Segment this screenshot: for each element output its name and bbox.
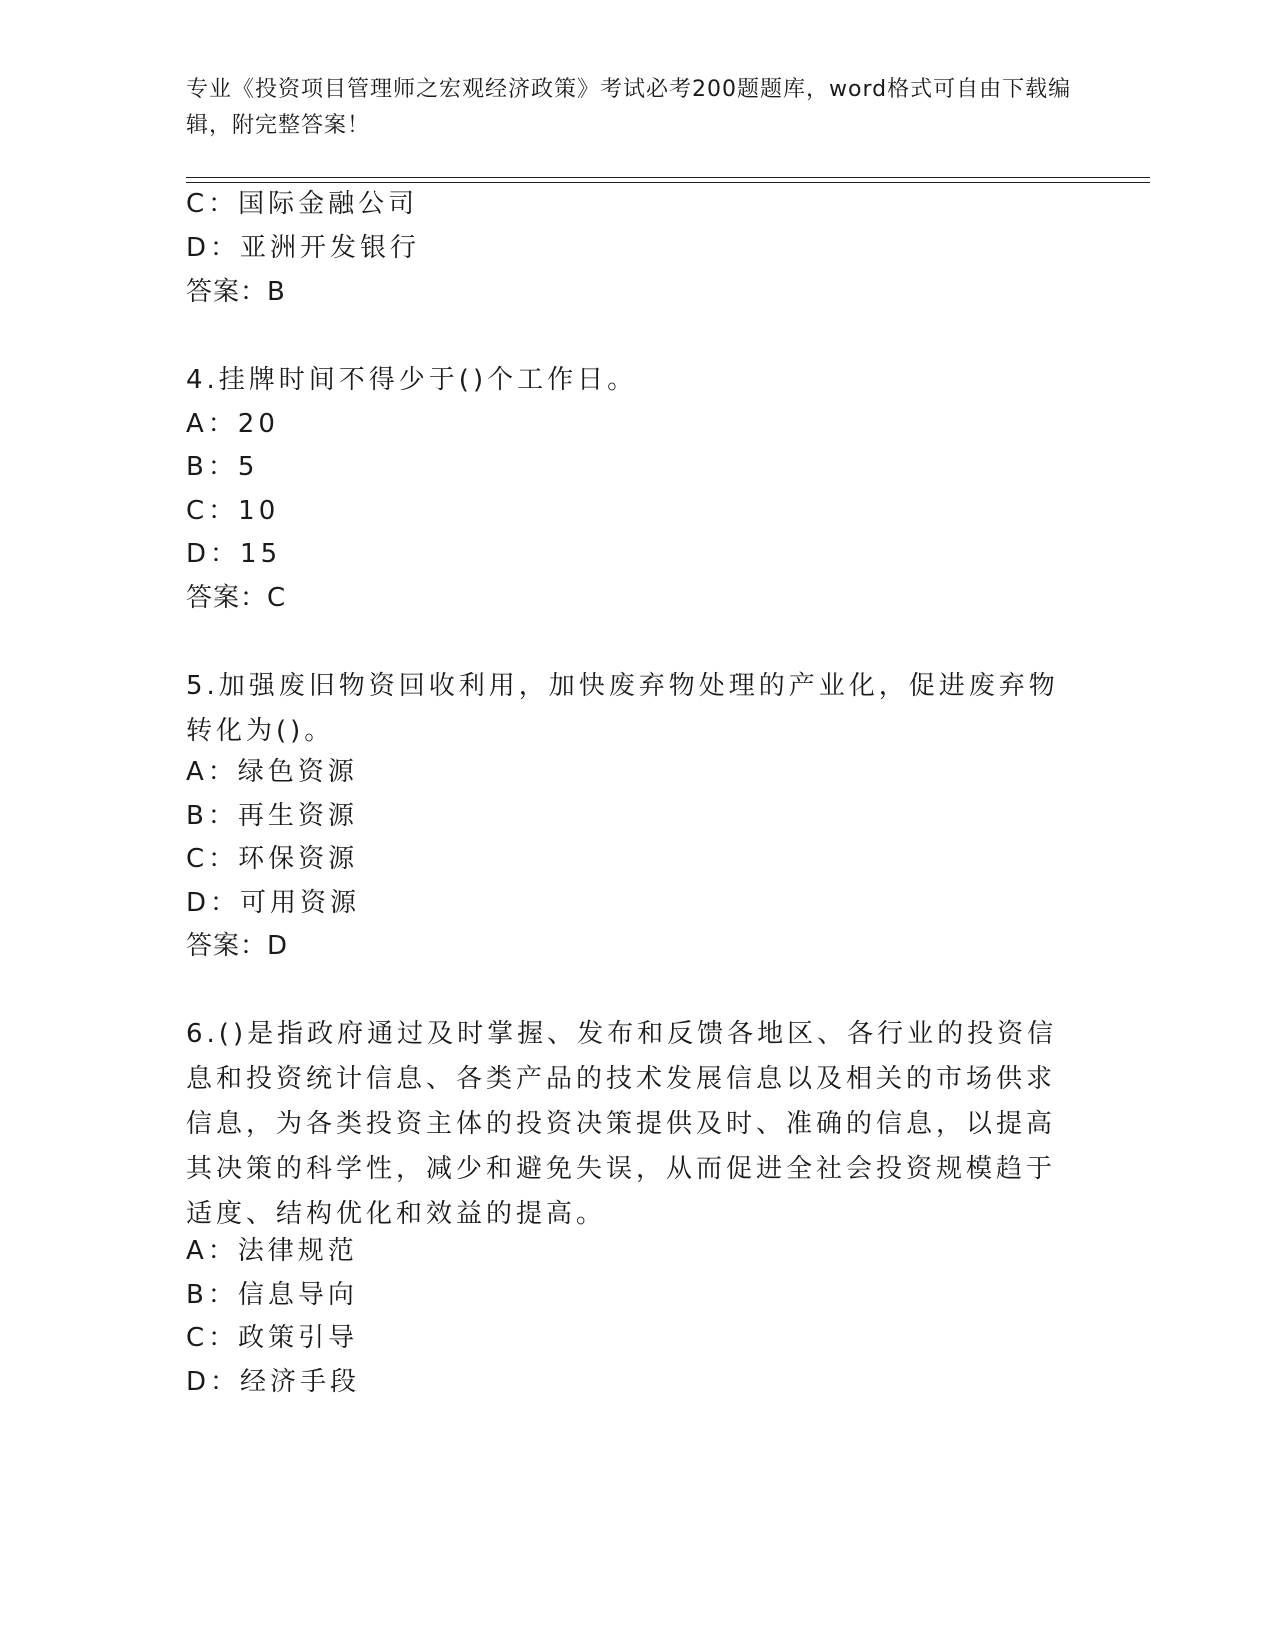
q3-option-d: D：亚洲开发银行: [186, 233, 421, 263]
document-header: 专业《投资项目管理师之宏观经济政策》考试必考200题题库，word格式可自由下载编辑，附完整答案！: [186, 77, 1072, 138]
q5-option-d: D：可用资源: [186, 888, 361, 918]
q5-stem: 5.加强废旧物资回收利用，加快废弃物处理的产业化，促进废弃物转化为()。: [186, 671, 1059, 746]
q4-option-c: C：10: [186, 496, 280, 526]
q5-option-c: C：环保资源: [186, 844, 359, 874]
q6-option-b: B：信息导向: [186, 1280, 358, 1310]
q6-stem: 6.()是指政府通过及时掌握、发布和反馈各地区、各行业的投资信息和投资统计信息、各类产品的技术发展信息以及相关的市场供求信息，为各类投资主体的投资决策提供及时、准确的信息，以提高其决策的科学性，减少和避免失误，从而促进全社会投资规模趋于适度、结构优化和效益的提高。: [186, 1019, 1058, 1229]
q3-option-c: C：国际金融公司: [186, 189, 419, 219]
q5-option-b: B：再生资源: [186, 801, 358, 831]
q4-option-b: B：5: [186, 452, 259, 482]
q6-option-c: C：政策引导: [186, 1323, 359, 1353]
q4-option-a: A：20: [186, 409, 279, 439]
header-divider-thick: [186, 177, 1150, 178]
header-divider-thin: [186, 182, 1150, 183]
q3-answer: 答案：B: [186, 277, 286, 307]
q4-option-d: D：15: [186, 539, 282, 569]
q4-answer: 答案：C: [186, 583, 287, 613]
q4-stem: 4.挂牌时间不得少于()个工作日。: [186, 365, 638, 395]
q5-option-a: A：绿色资源: [186, 757, 358, 787]
q6-option-a: A：法律规范: [186, 1236, 358, 1266]
q5-answer: 答案：D: [186, 931, 289, 961]
q6-option-d: D：经济手段: [186, 1367, 361, 1397]
